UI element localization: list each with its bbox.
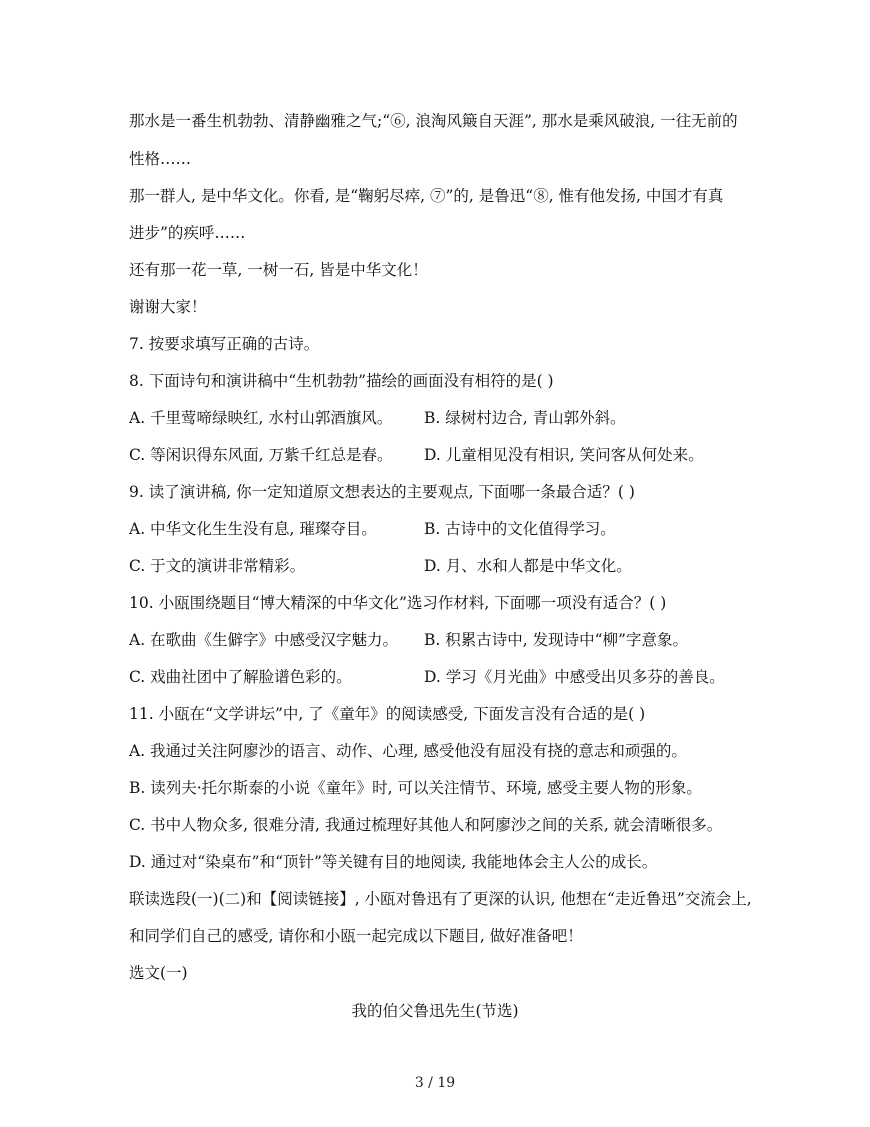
question-7: 7. 按要求填写正确的古诗。 — [129, 335, 320, 353]
question-8-stem: 8. 下面诗句和演讲稿中“生机勃勃”描绘的画面没有相符的是( ) — [129, 372, 554, 390]
question-8-options-row-1 — [129, 408, 769, 428]
paragraph-line: 性格…… — [129, 150, 192, 168]
question-11-option-d: D. 通过对“染桌布”和“顶针”等关键有目的地阅读, 我能地体会主人公的成长。 — [129, 853, 658, 871]
page-number: 3 / 19 — [414, 1075, 456, 1091]
option-d: D. 学习《月光曲》中感受出贝多芬的善良。 — [424, 668, 725, 686]
paragraph-line: 那一群人, 是中华文化。你看, 是“鞠躬尽瘁, ⑦”的, 是鲁迅“⑧, 惟有他发扬, 中国才有真 — [129, 187, 724, 205]
question-8-options-row-2 — [129, 445, 769, 465]
option-a: A. 千里莺啼绿映红, 水村山郭酒旗风。 — [129, 409, 393, 427]
paragraph-line: 谢谢大家！ — [129, 298, 207, 316]
option-c: C. 戏曲社团中了解脸谱色彩的。 — [129, 668, 352, 686]
linked-reading-line: 和同学们自己的感受, 请你和小瓯一起完成以下题目, 做好准备吧！ — [129, 927, 583, 945]
question-9-stem: 9. 读了演讲稿, 你一定知道原文想表达的主要观点, 下面哪一条最合适？( ) — [129, 483, 635, 501]
question-10-stem: 10. 小瓯围绕题目“博大精深的中华文化”选习作材料, 下面哪一项没有适合？( ) — [129, 594, 667, 612]
linked-reading-line: 联读选段(一)(二)和【阅读链接】, 小瓯对鲁迅有了更深的认识, 他想在“走近鲁迅”交流会上, — [129, 890, 752, 908]
option-b: B. 古诗中的文化值得学习。 — [424, 520, 616, 538]
option-d: D. 月、水和人都是中华文化。 — [424, 557, 632, 575]
option-d: D. 儿童相见没有相识, 笑问客从何处来。 — [424, 446, 704, 464]
question-11-option-b: B. 读列夫·托尔斯泰的小说《童年》时, 可以关注情节、环境, 感受主要人物的形象。 — [129, 779, 702, 797]
option-c: C. 于文的演讲非常精彩。 — [129, 557, 306, 575]
option-a: A. 在歌曲《生僻字》中感受汉字魅力。 — [129, 631, 399, 649]
question-11-stem: 11. 小瓯在“文学讲坛”中, 了《童年》的阅读感受, 下面发言没有合适的是( ) — [129, 705, 646, 723]
question-9-options-row-1 — [129, 519, 769, 539]
option-b: B. 绿树村边合, 青山郭外斜。 — [424, 409, 626, 427]
option-b: B. 积累古诗中, 发现诗中“柳”字意象。 — [424, 631, 688, 649]
option-c: C. 等闲识得东风面, 万紫千红总是春。 — [129, 446, 393, 464]
section-label: 选文(一) — [129, 964, 188, 982]
question-9-options-row-2 — [129, 556, 769, 576]
passage-title: 我的伯父鲁迅先生(节选) — [351, 1002, 519, 1020]
paragraph-line: 那水是一番生机勃勃、清静幽雅之气;“⑥, 浪淘风簸自天涯”, 那水是乘风破浪, 一往无前的 — [129, 112, 738, 130]
question-10-options-row-2 — [129, 667, 769, 687]
paragraph-line: 进步”的疾呼…… — [129, 224, 246, 242]
question-10-options-row-1 — [129, 630, 769, 650]
question-11-option-a: A. 我通过关注阿廖沙的语言、动作、心理, 感受他没有屈没有挠的意志和顽强的。 — [129, 742, 687, 760]
paragraph-line: 还有那一花一草, 一树一石, 皆是中华文化！ — [129, 261, 428, 279]
option-a: A. 中华文化生生没有息, 璀璨夺目。 — [129, 520, 377, 538]
question-11-option-c: C. 书中人物众多, 很难分清, 我通过梳理好其他人和阿廖沙之间的关系, 就会清晰很多。 — [129, 816, 723, 834]
